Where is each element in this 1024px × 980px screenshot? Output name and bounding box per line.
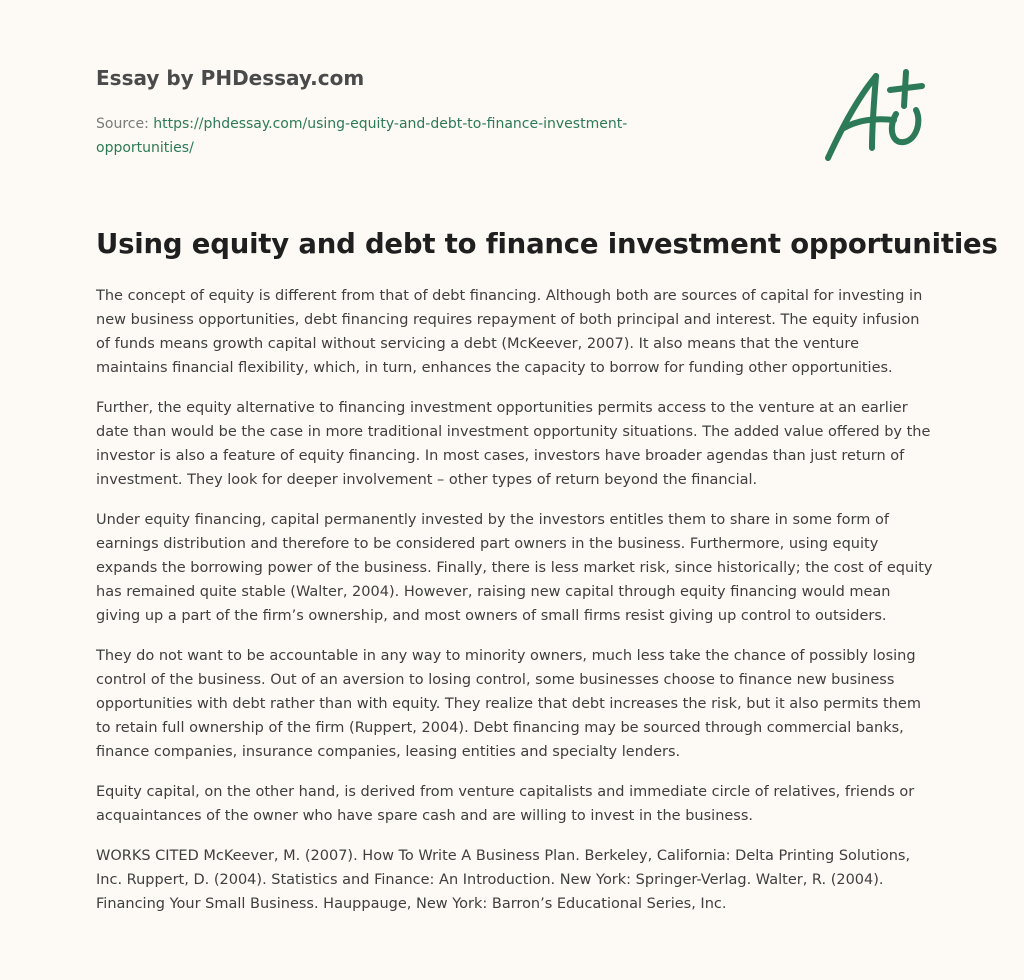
a-plus-logo-icon [822, 66, 930, 166]
article-body [96, 284, 934, 932]
page-header [96, 64, 696, 160]
paragraph: Under equity financing, capital permanently invested by the investors entitles them to share in some form of earnings distribution and therefore to be considered part owners in the business. Furthermore, using equity expands the borrowing power of the business. Finally, there is less market risk, since historically; the cost of equity has remained quite stable (Walter, 2004). However, raising new capital through equity financing would mean giving up a part of the firm’s ownership, and most owners of small firms resist giving up control to outsiders. [96, 512, 933, 624]
source-label: Source: [96, 116, 149, 132]
source-line [96, 112, 686, 160]
site-title: Essay by PHDessay.com [96, 66, 365, 90]
paragraph: The concept of equity is different from that of debt financing. Although both are sources of capital for investing in new business opportunities, debt financing requires repayment of both principal and interest. The equity infusion of funds means growth capital without servicing a debt (McKeever, 2007). It also means that the venture maintains financial flexibility, which, in turn, enhances the capacity to borrow for funding other opportunities. [96, 288, 923, 376]
source-link[interactable]: https://phdessay.com/using-equity-and-debt-to-finance-investment-opportunities/ [96, 116, 628, 156]
paragraph: They do not want to be accountable in any way to minority owners, much less take the chance of possibly losing control of the business. Out of an aversion to losing control, some businesses choose to finance new business opportunities with debt rather than with equity. They realize that debt increases the risk, but it also permits them to retain full ownership of the firm (Ruppert, 2004). Debt financing may be sourced through commercial banks, finance companies, insurance companies, leasing entities and specialty lenders. [96, 648, 921, 760]
works-cited: WORKS CITED McKeever, M. (2007). How To Write A Business Plan. Berkeley, California: Delta Printing Solutions, Inc. Ruppert, D. (2004). Statistics and Finance: An Introduction. New York: Springer-Verlag. Walter, R. (2004). Financing Your Small Business. Hauppauge, New York: Barron’s Educational Series, Inc. [96, 848, 911, 912]
paragraph: Further, the equity alternative to financing investment opportunities permits access to the venture at an earlier date than would be the case in more traditional investment opportunity situations. The added value offered by the investor is also a feature of equity financing. In most cases, investors have broader agendas than just return of investment. They look for deeper involvement – other types of return beyond the financial. [96, 400, 931, 488]
paragraph: Equity capital, on the other hand, is derived from venture capitalists and immediate circle of relatives, friends or acquaintances of the owner who have spare cash and are willing to invest in the business. [96, 784, 915, 824]
article-title: Using equity and debt to finance investment opportunities [96, 228, 998, 260]
